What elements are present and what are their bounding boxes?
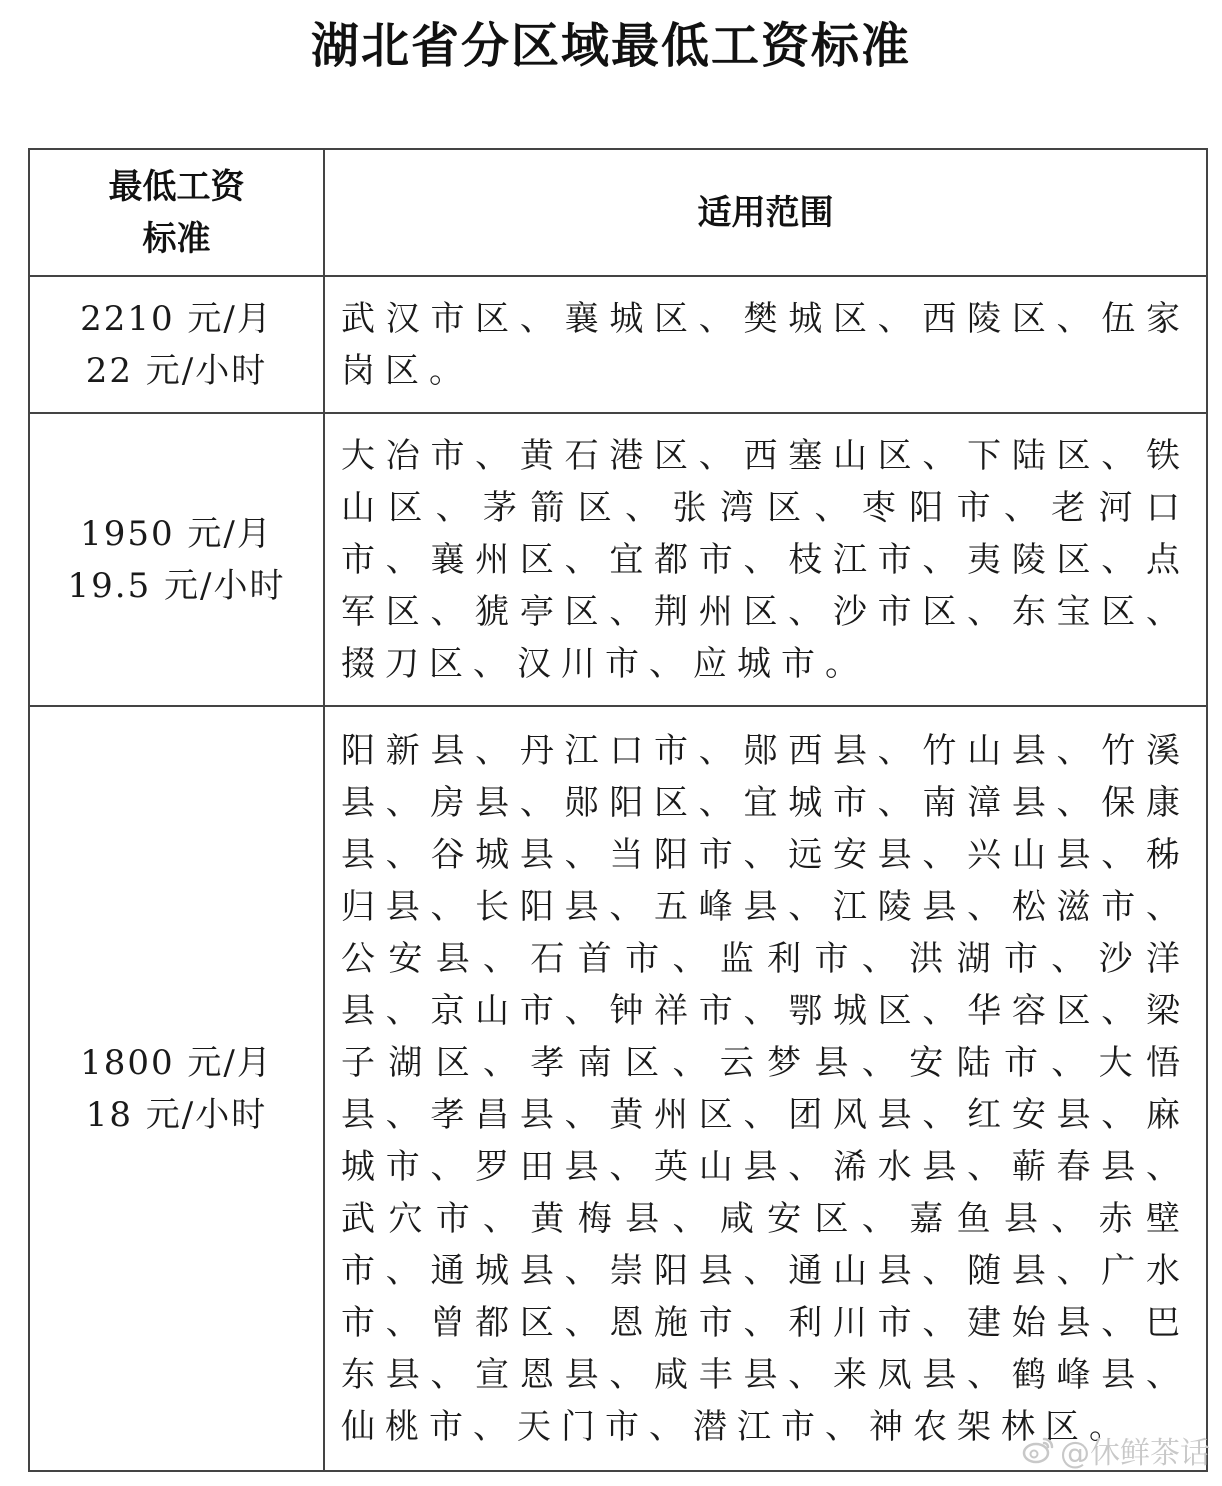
weibo-icon bbox=[1022, 1435, 1056, 1465]
wage-standard-cell bbox=[29, 413, 324, 706]
hourly-wage: 18 元/小时 bbox=[85, 1094, 268, 1135]
table-header-row bbox=[29, 149, 1207, 276]
monthly-wage: 1950 元/月 bbox=[80, 513, 273, 554]
scope-cell: 阳新县、丹江口市、郧西县、竹山县、竹溪县、房县、郧阳区、宜城市、南漳县、保康县、谷城县、当阳市、远安县、兴山县、秭归县、长阳县、五峰县、江陵县、松滋市、公安县、石首市、监利市、洪湖市、沙洋县、京山市、钟祥市、鄂城区、华容区、梁子湖区、孝南区、云梦县、安陆市、大悟县、孝昌县、黄州区、团风县、红安县、麻城市、罗田县、英山县、浠水县、蕲春县、武穴市、黄梅县、咸安区、嘉鱼县、赤壁市、通城县、崇阳县、通山县、随县、广水市、曾都区、恩施市、利川市、建始县、巴东县、宣恩县、咸丰县、来凤县、鹤峰县、仙桃市、天门市、潜江市、神农架林区。 bbox=[324, 706, 1207, 1471]
header-wage-standard bbox=[29, 149, 324, 276]
header-wage-standard-line1: 最低工资 bbox=[108, 166, 245, 207]
table-row bbox=[29, 276, 1207, 413]
hourly-wage: 22 元/小时 bbox=[85, 350, 268, 391]
page-title: 湖北省分区域最低工资标准 bbox=[310, 18, 911, 74]
wage-standard-cell bbox=[29, 276, 324, 413]
monthly-wage: 1800 元/月 bbox=[80, 1042, 273, 1083]
minimum-wage-table bbox=[28, 148, 1208, 1472]
watermark-text: @休鲜茶话 bbox=[1060, 1436, 1210, 1471]
monthly-wage: 2210 元/月 bbox=[80, 298, 273, 339]
wage-standard-cell bbox=[29, 706, 324, 1471]
scope-cell: 武汉市区、襄城区、樊城区、西陵区、伍家岗区。 bbox=[324, 276, 1207, 413]
hourly-wage: 19.5 元/小时 bbox=[67, 565, 286, 606]
watermark bbox=[1022, 1428, 1210, 1472]
table-row bbox=[29, 413, 1207, 706]
scope-cell: 大冶市、黄石港区、西塞山区、下陆区、铁山区、茅箭区、张湾区、枣阳市、老河口市、襄州区、宜都市、枝江市、夷陵区、点军区、猇亭区、荆州区、沙市区、东宝区、掇刀区、汉川市、应城市。 bbox=[324, 413, 1207, 706]
header-wage-standard-line2: 标准 bbox=[142, 218, 211, 259]
table-row bbox=[29, 706, 1207, 1471]
header-scope: 适用范围 bbox=[324, 149, 1207, 276]
